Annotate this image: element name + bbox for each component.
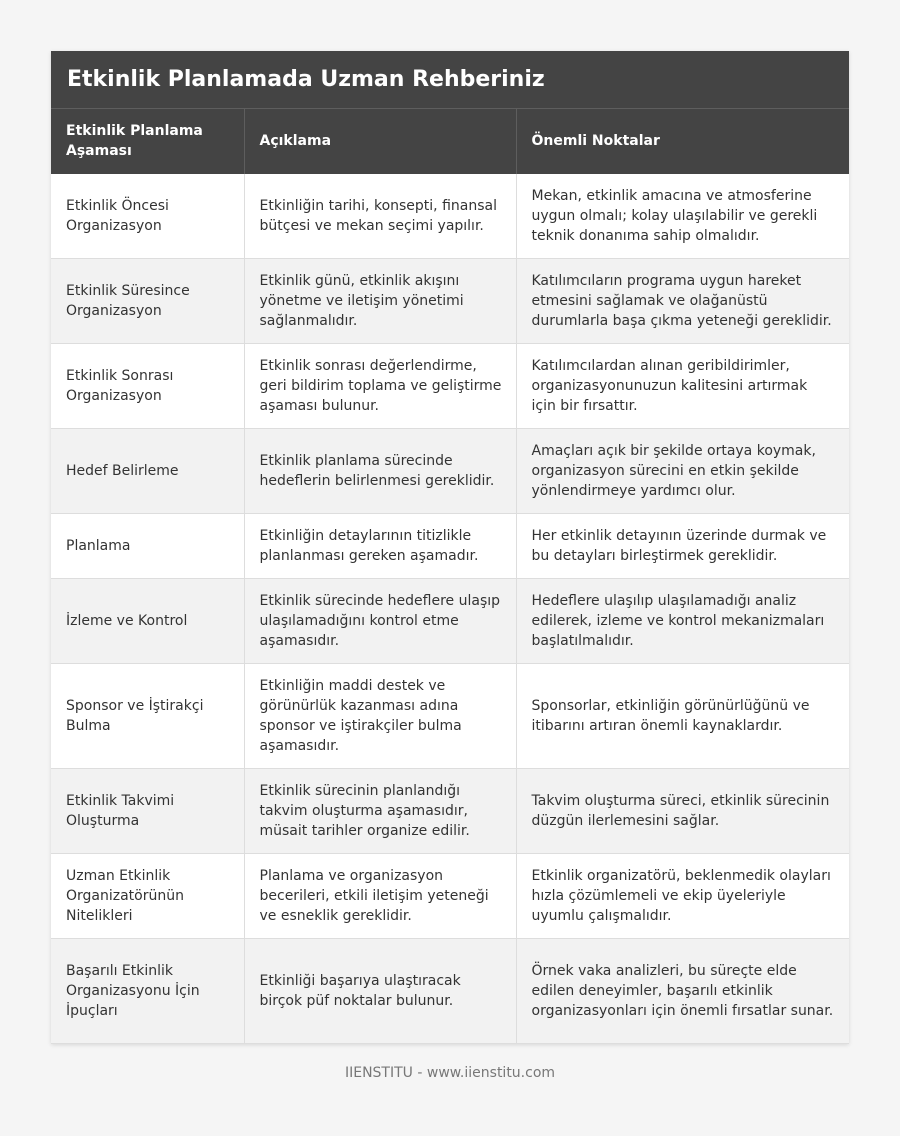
- cell-stage: Hedef Belirleme: [51, 429, 244, 514]
- cell-key-points: Katılımcılardan alınan geribildirimler, organizasyonunuzun kalitesini artırmak için bir fırsattır.: [516, 344, 849, 429]
- cell-stage: Sponsor ve İştirakçi Bulma: [51, 664, 244, 769]
- footer-credit: IIENSTITU - www.iienstitu.com: [344, 1065, 556, 1081]
- cell-description: Etkinliğin tarihi, konsepti, finansal bütçesi ve mekan seçimi yapılır.: [244, 174, 516, 259]
- table-body: [51, 174, 849, 1044]
- cell-key-points: Hedeflere ulaşılıp ulaşılamadığı analiz edilerek, izleme ve kontrol mekanizmaları başlatılmalıdır.: [516, 579, 849, 664]
- cell-description: Etkinlik sürecinde hedeflere ulaşıp ulaşılamadığını kontrol etme aşamasıdır.: [244, 579, 516, 664]
- table-row: [51, 174, 849, 259]
- table-row: [51, 344, 849, 429]
- table-row: [51, 579, 849, 664]
- cell-description: Etkinliğin detaylarının titizlikle planlanması gereken aşamadır.: [244, 514, 516, 579]
- planning-table: [51, 108, 849, 1044]
- cell-key-points: Takvim oluşturma süreci, etkinlik sürecinin düzgün ilerlemesini sağlar.: [516, 769, 849, 854]
- cell-stage: Uzman Etkinlik Organizatörünün Nitelikleri: [51, 854, 244, 939]
- table-row: [51, 769, 849, 854]
- page-title: Etkinlik Planlamada Uzman Rehberiniz: [51, 51, 849, 108]
- cell-key-points: Katılımcıların programa uygun hareket etmesini sağlamak ve olağanüstü durumlarla başa çıkma yeteneği gereklidir.: [516, 259, 849, 344]
- cell-description: Planlama ve organizasyon becerileri, etkili iletişim yeteneği ve esneklik gereklidir.: [244, 854, 516, 939]
- cell-key-points: Etkinlik organizatörü, beklenmedik olayları hızla çözümlemeli ve ekip üyeleriyle uyumlu çalışmalıdır.: [516, 854, 849, 939]
- cell-key-points: Amaçları açık bir şekilde ortaya koymak, organizasyon sürecini en etkin şekilde yönlendirmeye yardımcı olur.: [516, 429, 849, 514]
- table-row: [51, 259, 849, 344]
- cell-stage: Etkinlik Süresince Organizasyon: [51, 259, 244, 344]
- cell-stage: Etkinlik Sonrası Organizasyon: [51, 344, 244, 429]
- cell-description: Etkinlik sonrası değerlendirme, geri bildirim toplama ve geliştirme aşaması bulunur.: [244, 344, 516, 429]
- cell-description: Etkinlik sürecinin planlandığı takvim oluşturma aşamasıdır, müsait tarihler organize edilir.: [244, 769, 516, 854]
- column-header-key-points: Önemli Noktalar: [516, 109, 849, 174]
- table-row: [51, 854, 849, 939]
- header-row: [51, 109, 849, 174]
- cell-key-points: Örnek vaka analizleri, bu süreçte elde edilen deneyimler, başarılı etkinlik organizasyonları için önemli fırsatlar sunar.: [516, 939, 849, 1044]
- cell-description: Etkinlik günü, etkinlik akışını yönetme ve iletişim yönetimi sağlanmalıdır.: [244, 259, 516, 344]
- table-header: [51, 109, 849, 174]
- table-card: [51, 51, 849, 1044]
- cell-key-points: Mekan, etkinlik amacına ve atmosferine uygun olmalı; kolay ulaşılabilir ve gerekli teknik donanıma sahip olmalıdır.: [516, 174, 849, 259]
- cell-stage: Başarılı Etkinlik Organizasyonu İçin İpuçları: [51, 939, 244, 1044]
- cell-stage: Etkinlik Öncesi Organizasyon: [51, 174, 244, 259]
- cell-stage: İzleme ve Kontrol: [51, 579, 244, 664]
- cell-description: Etkinliği başarıya ulaştıracak birçok püf noktalar bulunur.: [244, 939, 516, 1044]
- column-header-description: Açıklama: [244, 109, 516, 174]
- table-row: [51, 939, 849, 1044]
- table-row: [51, 664, 849, 769]
- cell-key-points: Her etkinlik detayının üzerinde durmak ve bu detayları birleştirmek gereklidir.: [516, 514, 849, 579]
- cell-stage: Etkinlik Takvimi Oluşturma: [51, 769, 244, 854]
- table-row: [51, 429, 849, 514]
- cell-description: Etkinliğin maddi destek ve görünürlük kazanması adına sponsor ve iştirakçiler bulma aşamasıdır.: [244, 664, 516, 769]
- table-row: [51, 514, 849, 579]
- cell-description: Etkinlik planlama sürecinde hedeflerin belirlenmesi gereklidir.: [244, 429, 516, 514]
- cell-stage: Planlama: [51, 514, 244, 579]
- cell-key-points: Sponsorlar, etkinliğin görünürlüğünü ve itibarını artıran önemli kaynaklardır.: [516, 664, 849, 769]
- column-header-stage: Etkinlik Planlama Aşaması: [51, 109, 244, 174]
